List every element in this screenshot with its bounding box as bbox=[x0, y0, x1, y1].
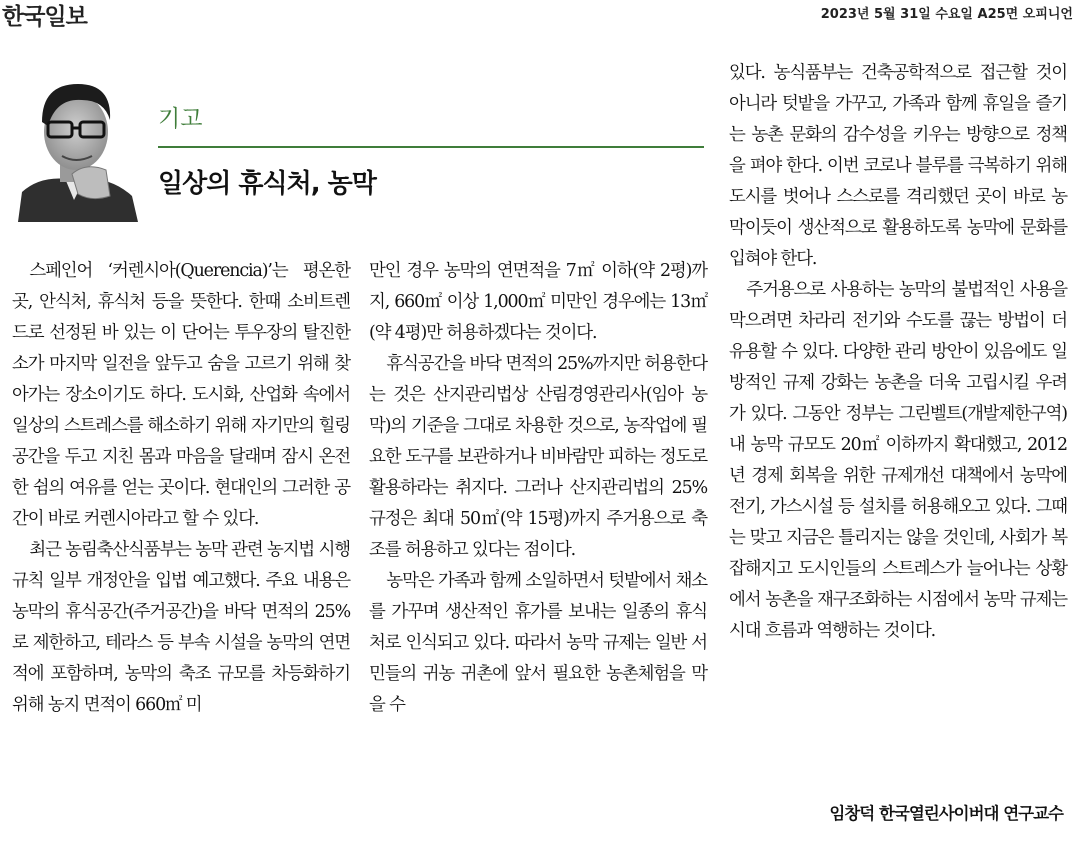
newspaper-logo: 한국일보 bbox=[2, 4, 87, 30]
article-column-1 bbox=[12, 256, 350, 721]
article-column-2 bbox=[369, 256, 707, 721]
paragraph: 만인 경우 농막의 연면적을 7㎡ 이하(약 2평)까지, 660㎡ 이상 1,000㎡ 미만인 경우에는 13㎡(약 4평)만 허용하겠다는 것이다. bbox=[369, 261, 707, 343]
paragraph: 스페인어 ‘커렌시아(Querencia)’는 평온한 곳, 안식처, 휴식처 등을 뜻한다. 한때 소비트렌드로 선정된 바 있는 이 단어는 투우장의 탈진한 소가 마지막 일전을 앞두고 숨을 고르기 위해 찾아가는 장소이기도 하다. 도시화, 산업화 속에서 일상의 스트레스를 해소하기 위해 자기만의 힐링 공간을 두고 지친 몸과 마음을 달래며 잠시 온전한 쉼의 여유를 얻는 곳이다. 현대인의 그러한 공간이 바로 커렌시아라고 할 수 있다. bbox=[12, 261, 350, 529]
dateline: 2023년 5월 31일 수요일 A25면 오피니언 bbox=[820, 7, 1073, 22]
section-label: 기고 bbox=[158, 106, 203, 132]
paragraph: 휴식공간을 바닥 면적의 25%까지만 허용한다는 것은 산지관리법상 산림경영관리사(임아 농막)의 기준을 그대로 차용한 것으로, 농작업에 필요한 도구를 보관하거나 비바람만 피하는 정도로 활용하라는 취지다. 그러나 산지관리법의 25% 규정은 최대 50㎡(약 15평)까지 주거용으로 축조를 허용하고 있다는 점이다. bbox=[369, 354, 707, 560]
paragraph: 농막은 가족과 함께 소일하면서 텃밭에서 채소를 가꾸며 생산적인 휴가를 보내는 일종의 휴식처로 인식되고 있다. 따라서 농막 규제는 일반 서민들의 귀농 귀촌에 앞서 필요한 농촌체험을 막을 수 bbox=[369, 571, 707, 715]
paragraph: 주거용으로 사용하는 농막의 불법적인 사용을 막으려면 차라리 전기와 수도를 끊는 방법이 더 유용할 수 있다. 다양한 관리 방안이 있음에도 일방적인 규제 강화는 농촌을 더욱 고립시킬 우려가 있다. 그동안 정부는 그린벨트(개발제한구역) 내 농막 규모도 20㎡ 이하까지 확대했고, 2012년 경제 회복을 위한 규제개선 대책에서 농막에 전기, 가스시설 등 설치를 허용해오고 있다. 그때는 맞고 지금은 틀리지는 않을 것인데, 사회가 복잡해지고 도시인들의 스트레스가 늘어나는 상황에서 농촌을 재구조화하는 시점에서 농막 규제는 시대 흐름과 역행하는 것이다. bbox=[729, 280, 1067, 641]
article-column-3 bbox=[729, 58, 1067, 647]
paragraph: 최근 농림축산식품부는 농막 관련 농지법 시행규칙 일부 개정안을 입법 예고했다. 주요 내용은 농막의 휴식공간(주거공간)을 바닥 면적의 25%로 제한하고, 테라스 등 부속 시설을 농막의 연면적에 포함하며, 농막의 축조 규모를 차등화하기 위해 농지 면적이 660㎡ 미 bbox=[12, 540, 350, 715]
masthead bbox=[0, 0, 1077, 30]
section-rule bbox=[158, 146, 704, 148]
paragraph: 있다. 농식품부는 건축공학적으로 접근할 것이 아니라 텃밭을 가꾸고, 가족과 함께 휴일을 즐기는 농촌 문화의 감수성을 키우는 방향으로 정책을 펴야 한다. 이번 코로나 블루를 극복하기 위해 도시를 벗어나 스스로를 격리했던 곳이 바로 농막이듯이 생산적으로 활용하도록 농막에 문화를 입혀야 한다. bbox=[729, 63, 1067, 269]
headline: 일상의 휴식처, 농막 bbox=[158, 169, 376, 199]
byline: 임창덕 한국열린사이버대 연구교수 bbox=[829, 804, 1063, 823]
columnist-portrait bbox=[12, 70, 144, 222]
